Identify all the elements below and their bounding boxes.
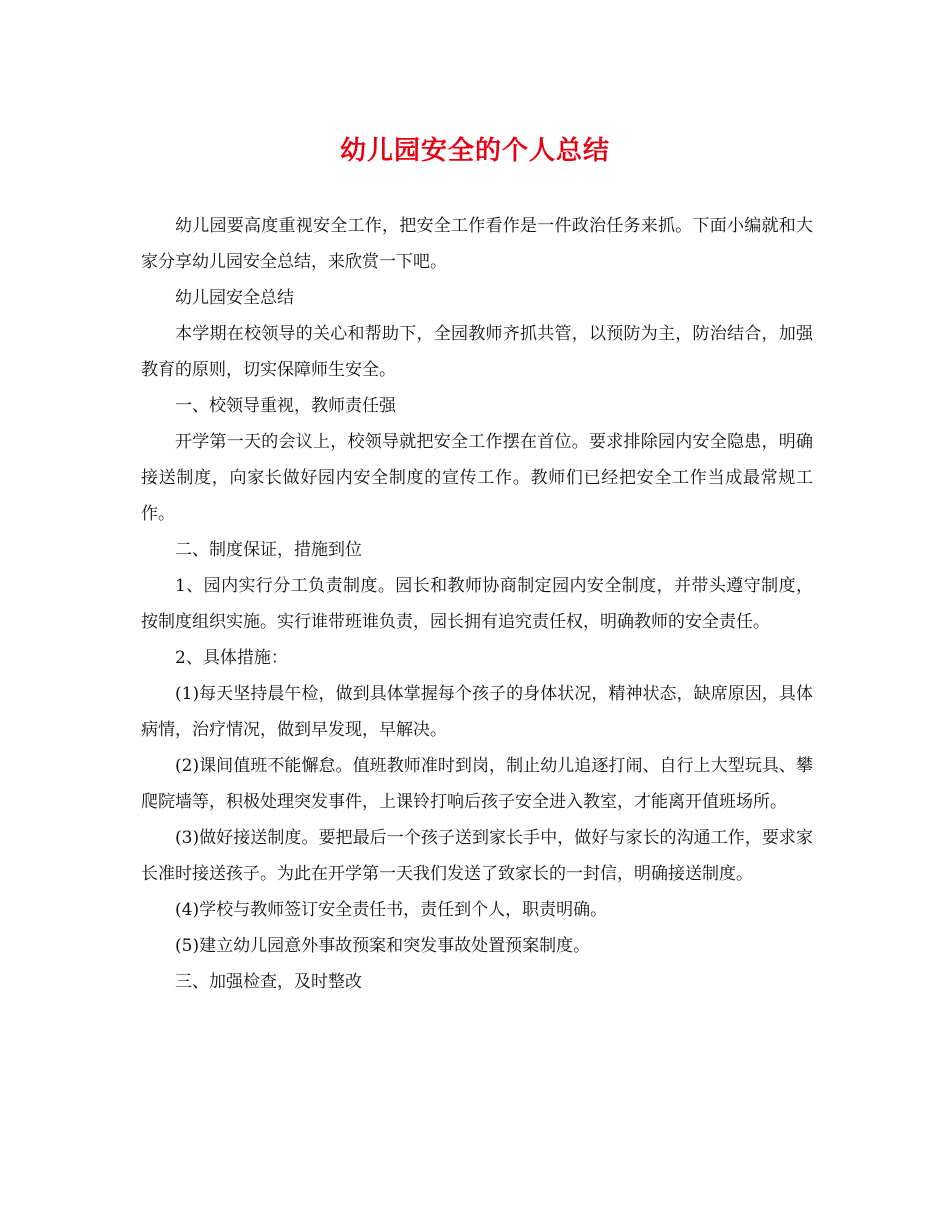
paragraph-measure-5: (5)建立幼儿园意外事故预案和突发事故处置预案制度。 (175, 936, 591, 956)
paragraph-item-2: 2、具体措施： (175, 648, 288, 668)
document-body (141, 208, 813, 1000)
page-title: 幼儿园安全的个人总结 (339, 136, 610, 166)
paragraph-measure-4: (4)学校与教师签订安全责任书，责任到个人，职责明确。 (175, 900, 608, 920)
paragraph-measure-2: (2)课间值班不能懈怠。值班教师准时到岗，制止幼儿追逐打闹、自行上大型玩具、攀爬院墙等，积极处理突发事件，上课铃打响后孩子安全进入教室，才能离开值班场所。 (141, 756, 813, 812)
paragraph-overview: 本学期在校领导的关心和帮助下，全园教师齐抓共管，以预防为主，防治结合，加强教育的原则，切实保障师生安全。 (141, 324, 813, 380)
paragraph-item-1: 1、园内实行分工负责制度。园长和教师协商制定园内安全制度，并带头遵守制度，按制度组织实施。实行谁带班谁负责，园长拥有追究责任权，明确教师的安全责任。 (141, 576, 813, 632)
section-heading-1: 一、校领导重视，教师责任强 (175, 396, 396, 416)
section-heading-3: 三、加强检查，及时整改 (175, 972, 362, 992)
paragraph-section-1: 开学第一天的会议上，校领导就把安全工作摆在首位。要求排除园内安全隐患，明确接送制度，向家长做好园内安全制度的宣传工作。教师们已经把安全工作当成最常规工作。 (141, 432, 813, 524)
section-heading-2: 二、制度保证，措施到位 (175, 540, 362, 560)
paragraph-measure-3: (3)做好接送制度。要把最后一个孩子送到家长手中，做好与家长的沟通工作，要求家长准时接送孩子。为此在开学第一天我们发送了致家长的一封信，明确接送制度。 (141, 828, 813, 884)
paragraph-intro: 幼儿园要高度重视安全工作，把安全工作看作是一件政治任务来抓。下面小编就和大家分享幼儿园安全总结，来欣赏一下吧。 (141, 216, 813, 272)
paragraph-subtitle: 幼儿园安全总结 (175, 288, 294, 308)
paragraph-measure-1: (1)每天坚持晨午检，做到具体掌握每个孩子的身体状况，精神状态，缺席原因，具体病情，治疗情况，做到早发现，早解决。 (141, 684, 813, 740)
